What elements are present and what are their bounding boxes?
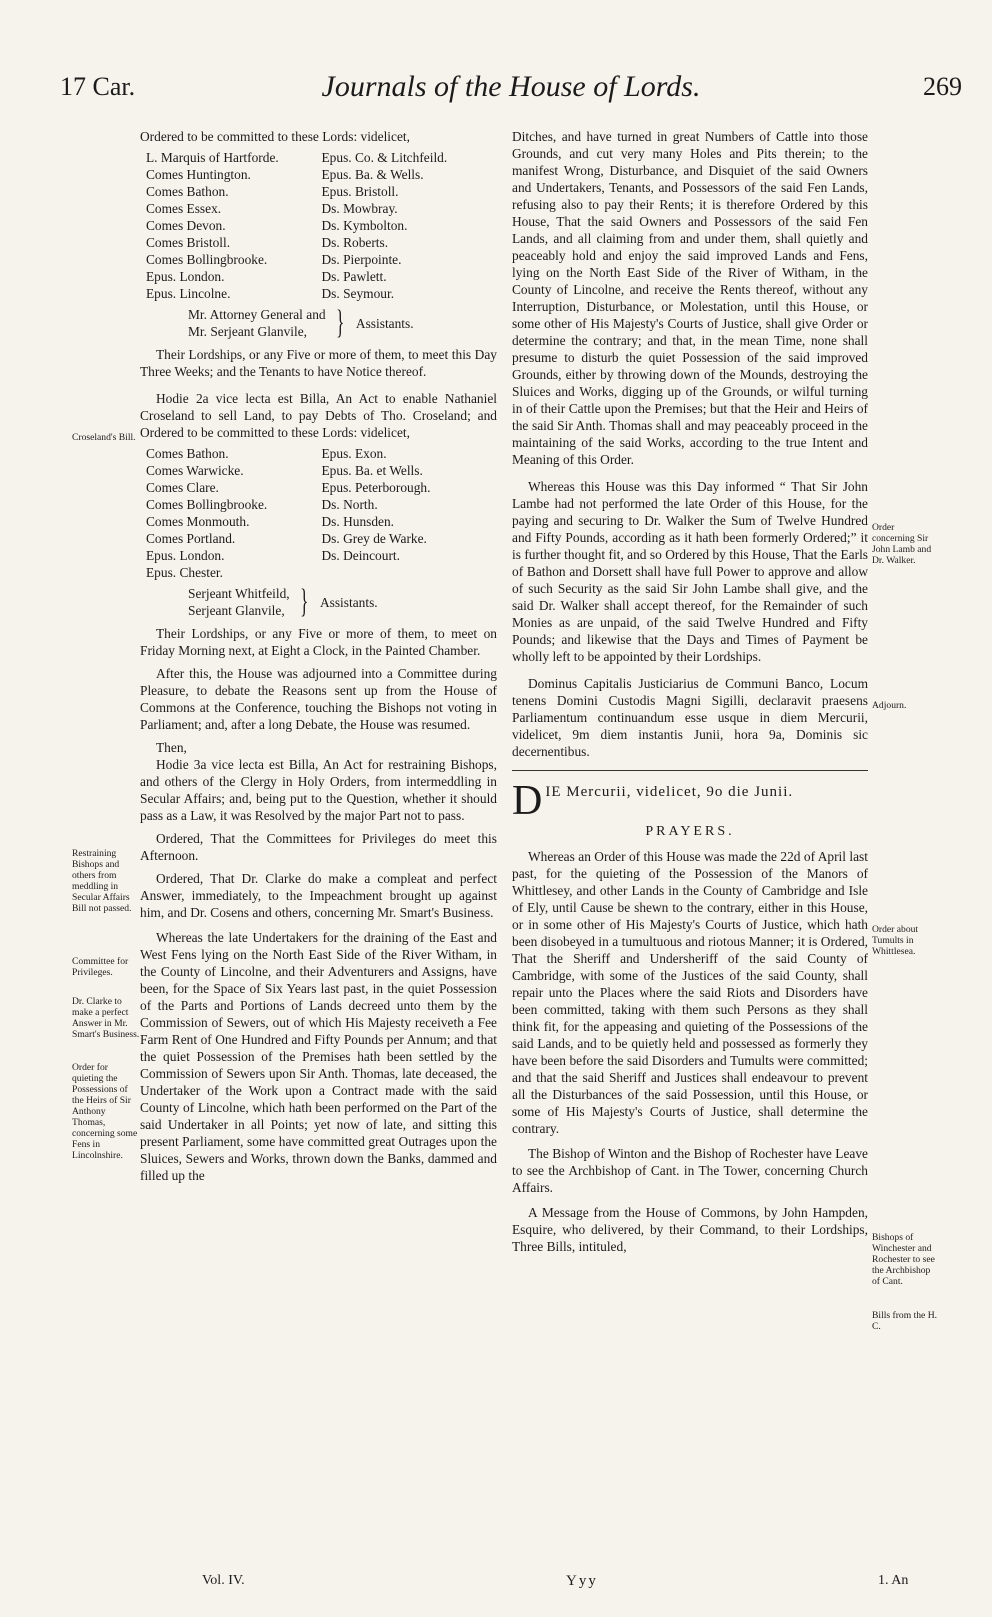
lord-entry: Ds. Pierpointe.	[321, 252, 402, 267]
signature-mark: Yyy	[566, 1573, 598, 1589]
lord-entry: L. Marquis of Hartforde.	[146, 150, 279, 165]
paragraph: Whereas an Order of this House was made the 22d of April last past, for the quieting of the Possession of the Manors of Whittlesey, and other Lands in the County of Cambridge and Isle of Ely, until Cause be shewn to the contrary, either in this House, or in some other of His Majesty's Courts of Justice, which hath been disobeyed in a tumultuous and riotous Manner; it is Ordered, That the Sheriff and Undersheriff of the said County of Cambridge, with some of the Justices of the said County, shall repair unto the Places where the said Riots and Disorders have been committed, taking with them such Persons as they shall think fit, for the appeasing and quieting of the Possessions of the said Lands, and to be quietly held and possessed as formerly they have been before the said Disorders and Tumults were committed; and that the said Sheriff and Justices shall endeavour to prevent all the Disturbances of the said Possession, until this House, or some of His Majesty's Courts of Justice, shall determine the contrary.	[512, 849, 868, 1136]
lords-list-2-left	[146, 445, 322, 581]
lord-entry: Comes Monmouth.	[146, 514, 250, 529]
lord-entry: Comes Warwicke.	[146, 463, 244, 478]
lord-entry: Comes Clare.	[146, 480, 219, 495]
lord-entry: Epus. Chester.	[146, 565, 223, 580]
paragraph: Ordered, That Dr. Clarke do make a compleat and perfect Answer, immediately, to the Impeachment brought up against him, and Dr. Cosens and others, concerning Mr. Smart's Business.	[140, 871, 497, 920]
assistants-1	[140, 306, 497, 340]
lord-entry: Epus. Exon.	[321, 446, 387, 461]
lord-entry: Epus. Bristoll.	[321, 184, 399, 199]
lord-entry: Epus. Ba. & Wells.	[321, 167, 424, 182]
page-number: 269	[923, 72, 962, 101]
margin-note: Committee for Privileges.	[72, 956, 129, 978]
left-column	[140, 128, 497, 1184]
paragraph: Whereas this House was this Day informed “ That Sir John Lambe had not performed the late Order of this House, for the paying and securing to Dr. Walker the Sum of Twelve Hundred and Fifty Pounds, according as it hath been formerly Ordered;” it is further thought fit, and so Ordered by this House, That the Earls of Bathon and Dorsett shall have full Power to approve and allow of such Security as the said Sir John Lambe shall give, and the said Dr. Walker shall accept thereof, for the Remainder of such Monies as are unpaid, of the said Twelve Hundred and Fifty Pounds; and likewise that the Days and Times of Payment be wholly left to be appointed by their Lordships.	[512, 479, 868, 664]
prayers-heading: PRAYERS.	[645, 824, 735, 839]
running-header	[60, 70, 962, 110]
assistant-name: Mr. Serjeant Glanvile,	[188, 324, 307, 339]
drop-cap: D	[512, 783, 543, 819]
lord-entry: Comes Bathon.	[146, 184, 229, 199]
lord-entry: Comes Essex.	[146, 201, 222, 216]
lord-entry: Ds. Kymbolton.	[321, 218, 408, 233]
brace-icon: }	[299, 583, 308, 620]
lords-list-1-left	[146, 149, 322, 302]
lord-entry: Ds. Deincourt.	[321, 548, 400, 563]
lord-entry: Comes Bollingbrooke.	[146, 497, 268, 512]
lord-entry: Comes Portland.	[146, 531, 236, 546]
assistant-name: Mr. Attorney General and	[188, 307, 326, 322]
assistants-names	[188, 585, 290, 619]
margin-note: Adjourn.	[872, 700, 907, 711]
paragraph: Dominus Capitalis Justiciarius de Communi Banco, Locum tenens Domini Custodis Magni Sigilli, declaravit praesens Parliamentum continuandum esse usque in diem Mercurii, videlicet, 9m diem instantis Junii, hora 9a, Dominis sic decernentibus.	[512, 676, 868, 759]
assistants-names	[188, 306, 326, 340]
lord-entry: Epus. Lincolne.	[146, 286, 231, 301]
lord-entry: Ds. Grey de Warke.	[321, 531, 427, 546]
catchword: 1. An	[878, 1573, 909, 1588]
assistant-name: Serjeant Whitfeild,	[188, 586, 290, 601]
lord-entry: Ds. Hunsden.	[321, 514, 395, 529]
paragraph: Their Lordships, or any Five or more of them, to meet this Day Three Weeks; and the Tenants to have Notice thereof.	[140, 347, 497, 379]
volume-label: Vol. IV.	[202, 1573, 245, 1588]
header-title: Journals of the House of Lords.	[321, 70, 701, 103]
lord-entry: Epus. Co. & Litchfeild.	[321, 150, 448, 165]
paragraph: Whereas the late Undertakers for the draining of the East and West Fens lying on the North East Side of the River Witham, in the County of Lincolne, and their Adventurers and Assigns, have been, for the Space of Six Years last past, in the quiet Possession of the Parts and Portions of Lands decreed unto them by the Commission of Sewers, out of which His Majesty receiveth a Fee Farm Rent of One Hundred and Fifty Pounds per Annum; and that the quiet Possession of the Premises hath been settled by the Commission of Sewers upon Sir Anth. Thomas, late deceased, the Undertaker of the Work upon a Contract made with the said County of Lincolne, which hath been performed on the Part of the said Undertaker in all Points; yet now of late, and sitting this present Parliament, some have committed great Outrages upon the Sluices, Sewers and Works, thrown down the Banks, dammed and filled up the	[140, 930, 497, 1183]
margin-note: Bishops of Winchester and Rochester to see the Archbishop of Cant.	[872, 1232, 935, 1287]
lord-entry: Comes Bollingbrooke.	[146, 252, 268, 267]
lord-entry: Ds. Mowbray.	[321, 201, 398, 216]
margin-note: Order for quieting the Possessions of the Heirs of Sir Anthony Thomas, concerning some Fens in Lincolnshire.	[72, 1062, 138, 1161]
lord-entry: Ds. Pawlett.	[321, 269, 387, 284]
lord-entry: Ds. Roberts.	[321, 235, 389, 250]
day-heading	[512, 783, 868, 819]
assistant-name: Serjeant Glanvile,	[188, 603, 285, 618]
lord-entry: Comes Devon.	[146, 218, 226, 233]
margin-note: Restraining Bishops and others from meddling in Secular Affairs Bill not passed.	[72, 848, 132, 914]
paragraph: Then,	[156, 740, 187, 755]
lord-entry: Epus. Peterborough.	[321, 480, 431, 495]
lord-entry: Comes Bristoll.	[146, 235, 231, 250]
section-divider	[512, 770, 868, 771]
margin-note: Croseland's Bill.	[72, 432, 136, 443]
lord-entry: Ds. North.	[321, 497, 378, 512]
lords-list-1	[140, 149, 497, 302]
margin-note: Bills from the H. C.	[872, 1310, 938, 1332]
paragraph: Ditches, and have turned in great Numbers of Cattle into those Grounds, and cut very many Holes and Pits therein; to the manifest Wrong, Disturbance, and Disquiet of the said Owners and Undertakers, Tenants, and Possessors of the said Fen Lands, refusing also to pay their Rents; it is therefore Ordered by this House, That the said Owners and Possessors of the said Fen Lands, and all claiming from and under them, shall quietly and peaceably hold and enjoy the said improved Lands and Fens, lying on the North East Side of the River of Witham, in the County of Lincolne, and receive the Rents thereof, without any Interruption, Disturbance, or Molestation, until this House, or some other of His Majesty's Courts of Justice, shall give Order or determine the contrary; and that, in the mean Time, none shall presume to disturb the quiet Possession of the said improved Grounds, either by throwing down of the Mounds, destroying the Sluices and Works, digging up of the Grounds, or wilful turning in of their Cattle upon the Premises; but that the Heir and Heirs of the said Sir Anth. Thomas shall and may peaceably proceed in the maintaining of the said Works, according to the true Intent and Meaning of this Order.	[512, 129, 868, 467]
margin-note: Order about Tumults in Whittlesea.	[872, 924, 919, 957]
paragraph: After this, the House was adjourned into a Committee during Pleasure, to debate the Reasons sent up from the House of Commons at the Conference, touching the Bishops not voting in Parliament; and, after a long Debate, the House was resumed.	[140, 666, 497, 732]
day-heading-text: IE Mercurii, videlicet, 9o die Junii.	[545, 784, 794, 800]
assistants-label: Assistants.	[319, 594, 378, 610]
paragraph: Ordered, That the Committees for Privileges do meet this Afternoon.	[140, 831, 497, 863]
paragraph: Hodie 2a vice lecta est Billa, An Act to enable Nathaniel Croseland to sell Land, to pay Debts of Tho. Croseland; and Ordered to be committed to these Lords: videlicet,	[140, 391, 497, 440]
order-committed: Ordered to be committed to these Lords: videlicet,	[140, 129, 410, 144]
lords-list-1-right	[322, 149, 498, 302]
margin-note: Dr. Clarke to make a perfect Answer in Mr. Smart's Business.	[72, 996, 140, 1040]
lord-entry: Ds. Seymour.	[321, 286, 395, 301]
paragraph: Hodie 3a vice lecta est Billa, An Act for restraining Bishops, and others of the Clergy in Holy Orders, from intermeddling in Secular Affairs; and, being put to the Question, whether it should pass as a Law, it was Resolved by the major Part not to pass.	[140, 757, 497, 823]
lord-entry: Epus. Ba. et Wells.	[321, 463, 423, 478]
lord-entry: Epus. London.	[146, 548, 225, 563]
paragraph: A Message from the House of Commons, by John Hampden, Esquire, who delivered, by their Command, to their Lordships, Three Bills, intituled,	[512, 1205, 868, 1254]
margin-note: Order concerning Sir John Lamb and Dr. Walker.	[872, 522, 932, 566]
assistants-2	[140, 585, 497, 619]
right-column	[512, 128, 868, 1255]
lord-entry: Comes Huntington.	[146, 167, 251, 182]
assistants-label: Assistants.	[355, 315, 414, 331]
lords-list-2	[140, 445, 497, 581]
brace-icon: }	[335, 304, 344, 341]
lord-entry: Epus. London.	[146, 269, 225, 284]
lords-list-2-right	[322, 445, 498, 581]
paragraph: The Bishop of Winton and the Bishop of Rochester have Leave to see the Archbishop of Cant. in The Tower, concerning Church Affairs.	[512, 1146, 868, 1195]
paragraph: Their Lordships, or any Five or more of them, to meet on Friday Morning next, at Eight a Clock, in the Painted Chamber.	[140, 626, 497, 658]
header-regnal-year: 17 Car.	[60, 72, 136, 101]
lord-entry: Comes Bathon.	[146, 446, 229, 461]
